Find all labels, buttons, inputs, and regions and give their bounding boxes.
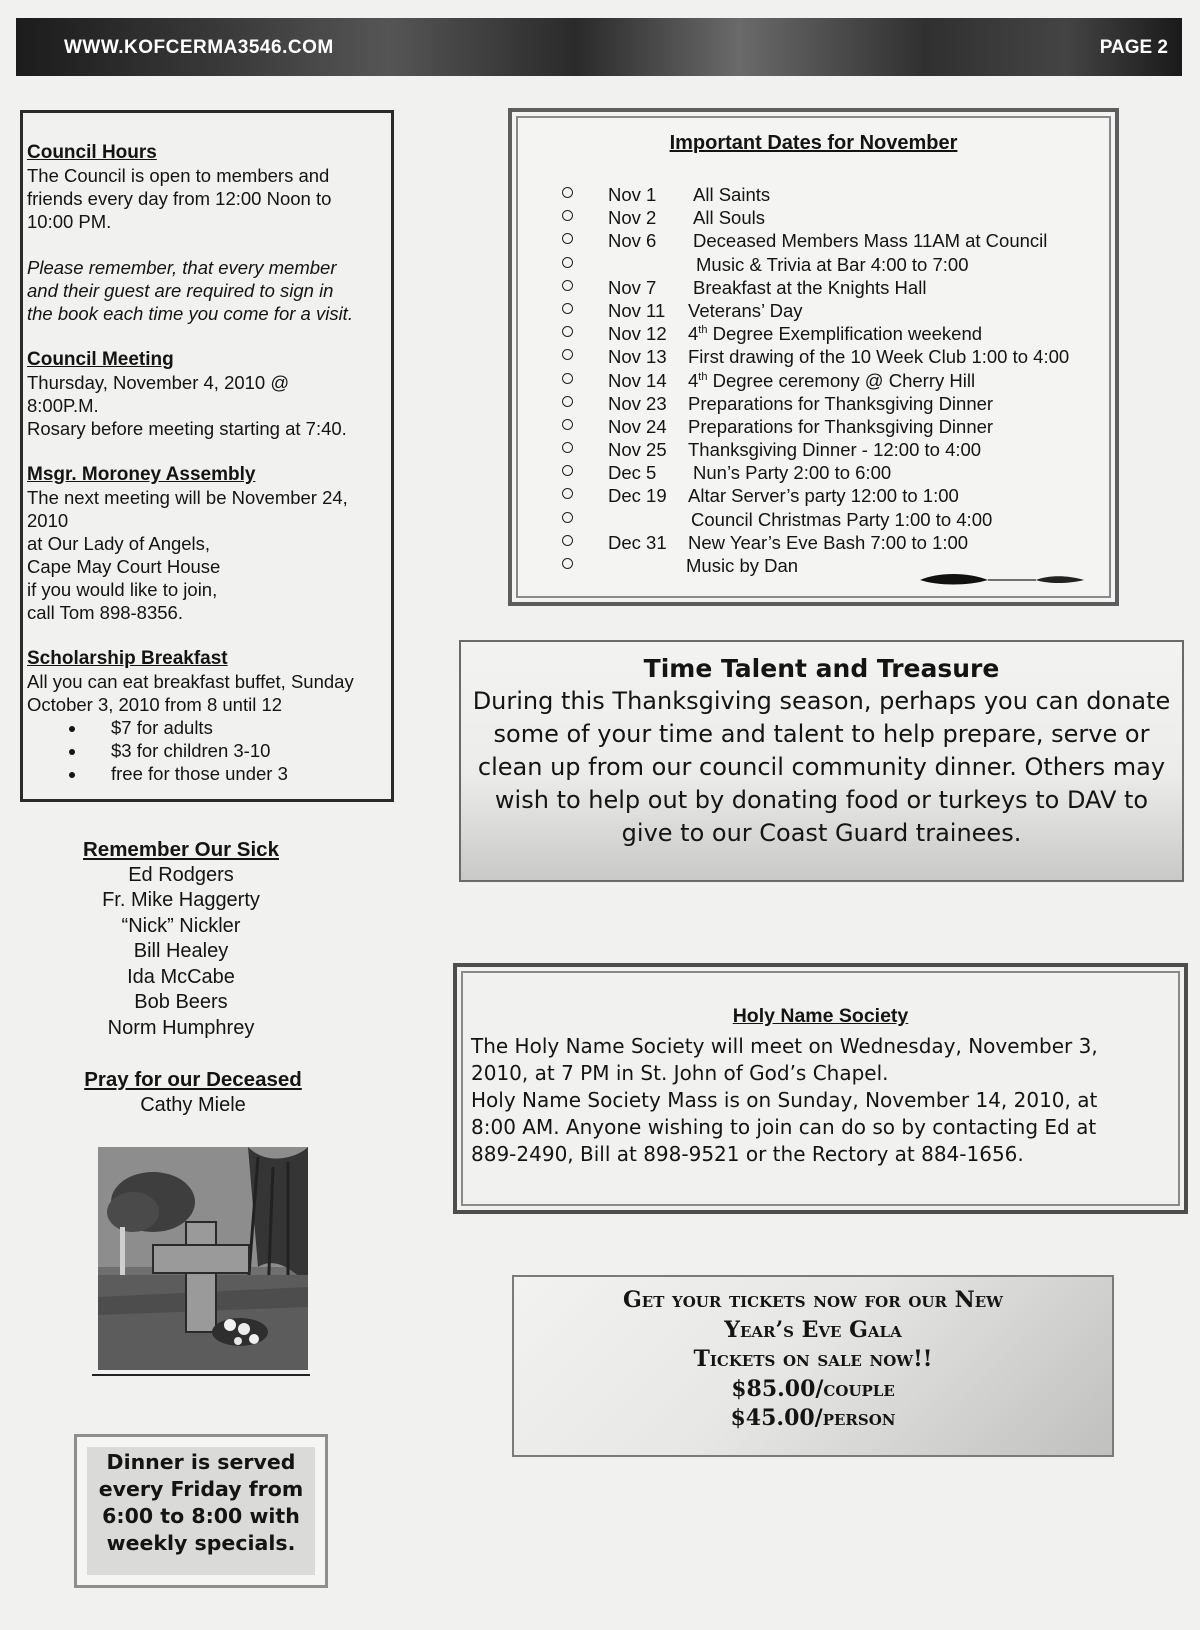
circle-bullet-icon (562, 326, 573, 337)
talent-heading: Time Talent and Treasure (643, 654, 1000, 683)
friday-dinner-box (74, 1434, 328, 1588)
price-item: • free for those under 3 (87, 762, 387, 785)
decorative-swoosh-icon (918, 570, 1088, 590)
date-label: Nov 12 (608, 323, 667, 345)
tickets-line: Get your tickets now for our New (622, 1287, 1004, 1313)
price-item: • $7 for adults (87, 716, 387, 739)
sick-name: Bill Healey (133, 940, 229, 962)
event-label: First drawing of the 10 Week Club 1:00 to 4:00 (688, 346, 1070, 368)
council-info-box (20, 110, 394, 802)
council-meeting-line: Rosary before meeting starting at 7:40. (27, 418, 347, 439)
event-label: 4th Degree Exemplification weekend (688, 323, 983, 345)
date-label: Nov 1 (608, 184, 657, 205)
sick-name: Ida McCabe (127, 965, 235, 988)
council-hours-line: 10:00 PM. (27, 211, 112, 232)
event-label: New Year’s Eve Bash 7:00 to 1:00 (688, 531, 969, 553)
page-number: PAGE 2 (1099, 37, 1168, 58)
assembly-heading: Msgr. Moroney Assembly (27, 464, 256, 485)
circle-bullet-icon (562, 442, 573, 453)
date-label: Dec 19 (608, 485, 667, 507)
dinner-line: Dinner is served (106, 1450, 296, 1474)
circle-bullet-icon (562, 210, 573, 221)
price-item: • $3 for children 3-10 (87, 739, 387, 762)
event-label: Music by Dan (686, 555, 799, 576)
council-meeting-heading: Council Meeting (27, 349, 174, 370)
event-label: Deceased Members Mass 11AM at Council (693, 230, 1048, 252)
circle-bullet-icon (562, 373, 573, 384)
holy-name-inner-frame (461, 971, 1180, 1206)
council-hours-heading: Council Hours (27, 142, 157, 163)
deceased-section (60, 1067, 326, 1118)
assembly-line: call Tom 898-8356. (27, 602, 183, 623)
circle-bullet-icon (562, 535, 573, 546)
price-list (27, 716, 387, 785)
event-label: Breakfast at the Knights Hall (693, 276, 927, 298)
holy-name-line: Holy Name Society Mass is on Sunday, November 14, 2010, at (471, 1088, 1098, 1112)
divider-line (92, 1374, 310, 1376)
couple-price: $85.00/couple (731, 1375, 895, 1402)
sign-in-note: and their guest are required to sign in (27, 280, 334, 301)
holy-name-body (471, 1033, 1164, 1168)
circle-bullet-icon (562, 512, 573, 523)
assembly-line: The next meeting will be November 24, (27, 487, 348, 508)
scholarship-line: All you can eat breakfast buffet, Sunday (27, 671, 354, 692)
date-label: Dec 31 (608, 531, 667, 553)
council-meeting-line: Thursday, November 4, 2010 @ (27, 372, 290, 393)
cross-grave-illustration-icon (98, 1147, 308, 1370)
important-dates-inner-frame (516, 116, 1111, 598)
council-hours-line: friends every day from 12:00 Noon to (27, 188, 332, 209)
time-talent-treasure-box (459, 640, 1184, 882)
friday-dinner-inner (87, 1447, 315, 1575)
circle-bullet-icon (562, 349, 573, 360)
deceased-name: Cathy Miele (140, 1093, 246, 1116)
circle-bullet-icon (562, 488, 573, 499)
sick-name: Bob Beers (134, 991, 228, 1013)
date-label: Nov 14 (608, 369, 667, 391)
scholarship-heading: Scholarship Breakfast (27, 648, 228, 669)
event-label: Music & Trivia at Bar 4:00 to 7:00 (696, 253, 969, 275)
circle-bullet-icon (562, 303, 573, 314)
sick-name: “Nick” Nickler (121, 914, 241, 937)
circle-bullet-icon (562, 558, 573, 569)
scholarship-line: October 3, 2010 from 8 until 12 (27, 694, 283, 715)
date-label: Nov 13 (608, 346, 667, 368)
talent-line: some of your time and talent to help prepare, serve or (493, 720, 1150, 748)
dinner-line: every Friday from (98, 1477, 304, 1501)
event-label: Veterans’ Day (688, 299, 803, 321)
holy-name-line: 2010, at 7 PM in St. John of God’s Chapel. (471, 1061, 889, 1085)
sick-name: Fr. Mike Haggerty (102, 889, 260, 911)
holy-name-line: 889-2490, Bill at 898-9521 or the Rectory at 884-1656. (471, 1142, 1024, 1166)
date-label: Nov 2 (608, 207, 657, 229)
council-meeting-line: 8:00P.M. (27, 395, 99, 416)
circle-bullet-icon (562, 187, 573, 198)
remember-sick-section (60, 837, 302, 1041)
date-label: Nov 11 (608, 299, 666, 321)
important-dates-box (508, 108, 1119, 606)
date-label: Nov 23 (608, 392, 667, 414)
tickets-line: Tickets on sale now!! (693, 1346, 933, 1372)
circle-bullet-icon (562, 419, 573, 430)
sick-heading: Remember Our Sick (83, 838, 279, 861)
talent-line: wish to help out by donating food or turkeys to DAV to (494, 786, 1149, 814)
date-label: Dec 5 (608, 462, 657, 484)
event-label: Preparations for Thanksgiving Dinner (688, 415, 994, 437)
sign-in-note: Please remember, that every member (27, 257, 337, 278)
event-label: Council Christmas Party 1:00 to 4:00 (691, 508, 993, 530)
talent-line: During this Thanksgiving season, perhaps you can donate (472, 687, 1171, 715)
date-label: Nov 25 (608, 439, 667, 461)
holy-name-society-box (453, 963, 1188, 1214)
circle-bullet-icon (562, 396, 573, 407)
circle-bullet-icon (562, 257, 573, 268)
page-header (16, 18, 1182, 76)
talent-body (461, 685, 1182, 850)
dinner-line: weekly specials. (106, 1531, 296, 1555)
person-price: $45.00/person (730, 1405, 896, 1431)
date-label: Nov 6 (608, 230, 657, 252)
assembly-line: 2010 (27, 510, 69, 531)
holy-name-line: The Holy Name Society will meet on Wednesday, November 3, (471, 1034, 1098, 1058)
sign-in-note: the book each time you come for a visit. (27, 303, 353, 324)
council-hours-line: The Council is open to members and (27, 165, 330, 186)
website-url[interactable]: WWW.KOFCERMA3546.COM (64, 37, 334, 58)
assembly-line: if you would like to join, (27, 579, 218, 600)
talent-line: clean up from our council community dinner. Others may (477, 753, 1166, 781)
assembly-line: Cape May Court House (27, 556, 221, 577)
gala-tickets-box (512, 1275, 1114, 1457)
event-label: Nun’s Party 2:00 to 6:00 (693, 462, 892, 484)
sick-name: Norm Humphrey (107, 1016, 255, 1039)
date-label: Nov 7 (608, 276, 657, 298)
circle-bullet-icon (562, 465, 573, 476)
important-dates-heading: Important Dates for November (669, 132, 958, 154)
event-label: All Saints (693, 184, 771, 205)
event-label: 4th Degree ceremony @ Cherry Hill (688, 369, 976, 391)
circle-bullet-icon (562, 280, 573, 291)
event-label: Altar Server’s party 12:00 to 1:00 (688, 485, 959, 507)
talent-line: give to our Coast Guard trainees. (621, 819, 1022, 847)
deceased-heading: Pray for our Deceased (84, 1068, 302, 1091)
dinner-line: 6:00 to 8:00 with (102, 1504, 300, 1528)
event-label: Preparations for Thanksgiving Dinner (688, 392, 994, 414)
event-label: All Souls (693, 207, 765, 229)
assembly-line: at Our Lady of Angels, (27, 533, 211, 554)
holy-name-line: 8:00 AM. Anyone wishing to join can do so by contacting Ed at (471, 1115, 1097, 1139)
tickets-line: Year’s Eve Gala (724, 1316, 902, 1343)
event-label: Thanksgiving Dinner - 12:00 to 4:00 (688, 439, 982, 461)
sick-name: Ed Rodgers (128, 863, 234, 886)
circle-bullet-icon (562, 233, 573, 244)
holy-name-heading: Holy Name Society (732, 1005, 909, 1027)
date-label: Nov 24 (608, 415, 667, 437)
